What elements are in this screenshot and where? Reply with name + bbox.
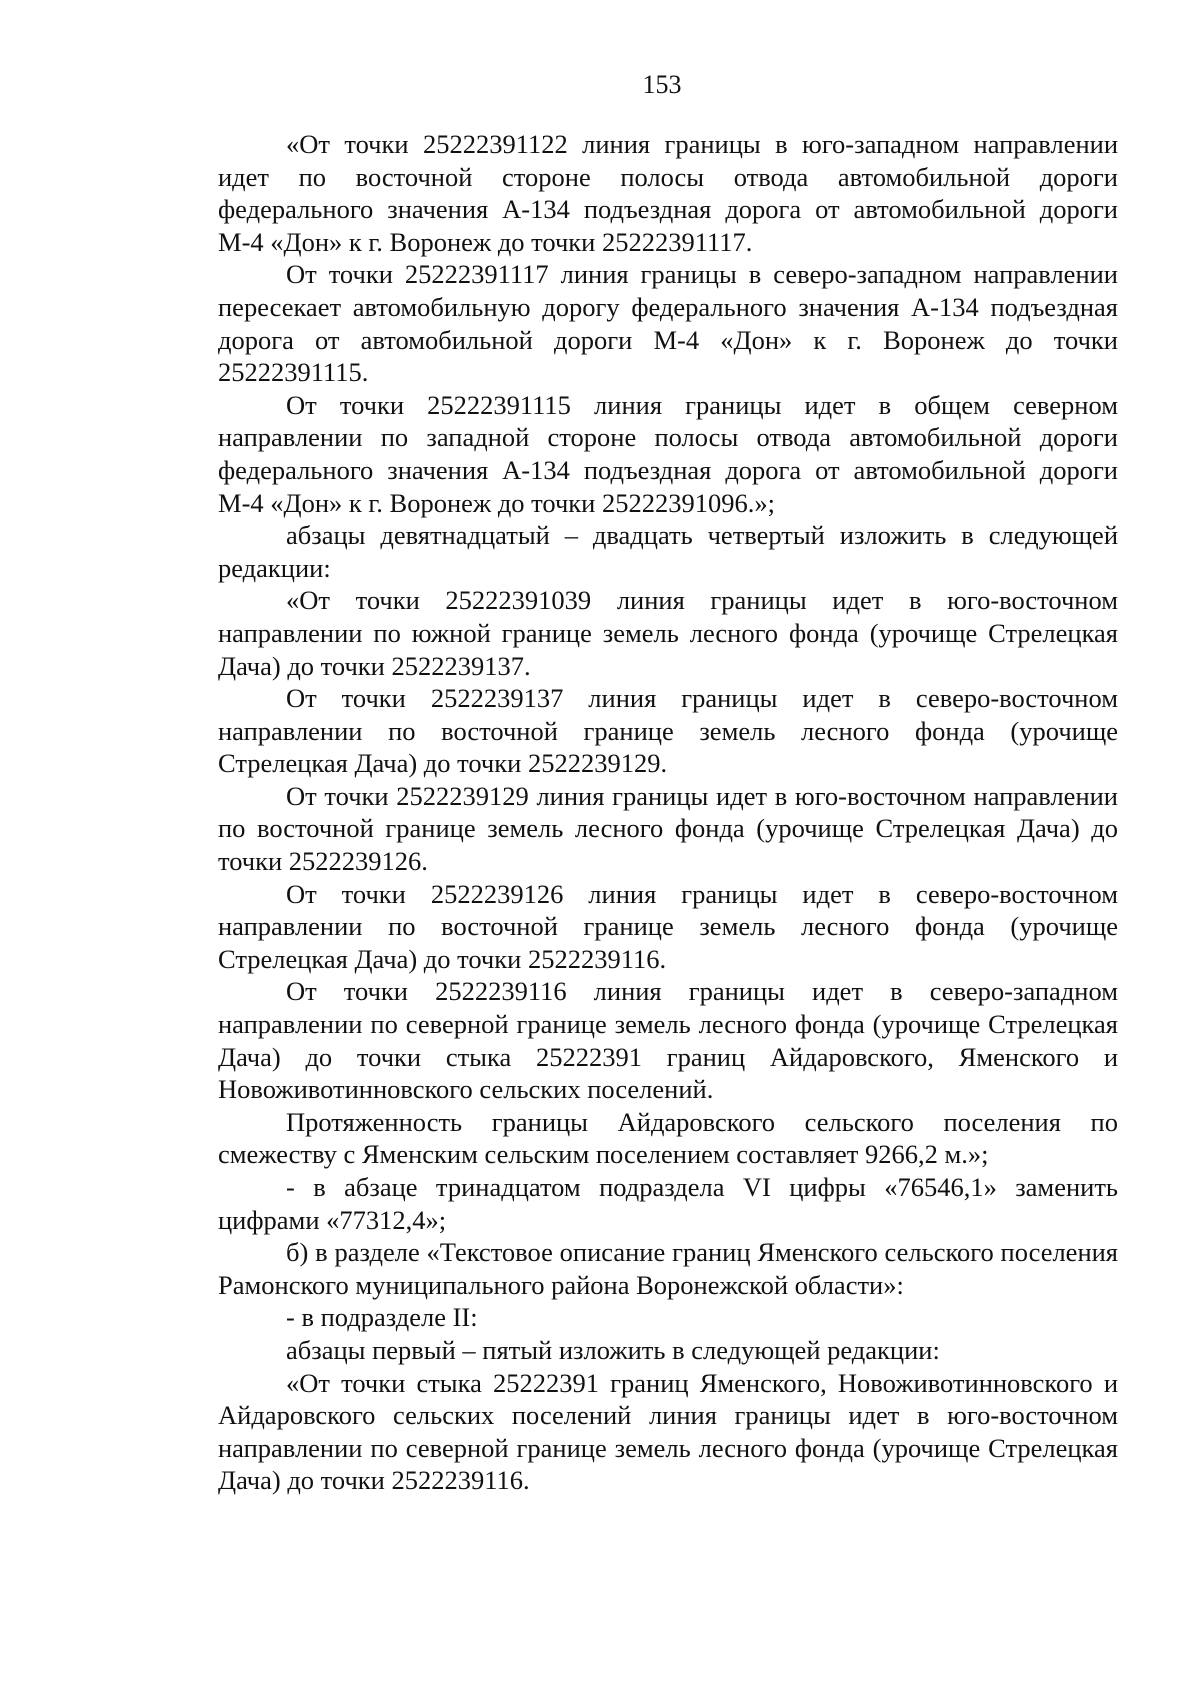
paragraph: - в абзаце тринадцатом подраздела VI цифры «76546,1» заменить цифрами «77312,4»;: [218, 1172, 1118, 1235]
page-number: 153: [642, 70, 682, 99]
paragraph: От точки 2522239137 линия границы идет в северо-восточном направлении по восточной границе земель лесного фонда (урочище Стрелецкая Дача) до точки 2522239129.: [218, 683, 1118, 779]
paragraph: От точки 2522239129 линия границы идет в юго-восточном направлении по восточной границе земель лесного фонда (урочище Стрелецкая Дача) до точки 2522239126.: [218, 780, 1118, 877]
paragraph: «От точки 25222391122 линия границы в юго-западном направлении идет по восточной стороне полосы отвода автомобильной дороги федерального значения А-134 подъездная дорога от автомобильной дороги М-4 «Дон» к г. Воронеж до точки 25222391117.: [218, 129, 1118, 257]
paragraph: абзацы девятнадцатый – двадцать четвертый изложить в следующей редакции:: [218, 520, 1118, 583]
paragraph: - в подразделе II:: [286, 1302, 478, 1333]
paragraph: От точки 25222391117 линия границы в северо-западном направлении пересекает автомобильную дорогу федерального значения А-134 подъездная дорога от автомобильной дороги М-4 «Дон» к г. Воронеж до точки 25222391115.: [218, 259, 1118, 388]
paragraph: От точки 2522239126 линия границы идет в северо-восточном направлении по восточной границе земель лесного фонда (урочище Стрелецкая Дача) до точки 2522239116.: [218, 878, 1118, 974]
paragraph: «От точки 25222391039 линия границы идет в юго-восточном направлении по южной границе земель лесного фонда (урочище Стрелецкая Дача) до точки 2522239137.: [218, 585, 1118, 681]
paragraph: Протяженность границы Айдаровского сельского поселения по смежеству с Яменским сельским поселением составляет 9266,2 м.»;: [218, 1106, 1118, 1170]
paragraph: От точки 2522239116 линия границы идет в северо-западном направлении по северной границе земель лесного фонда (урочище Стрелецкая Дача) до точки стыка 25222391 границ Айдаровского, Яменского и Новоживотинновского сельских поселений.: [218, 976, 1118, 1105]
paragraph: От точки 25222391115 линия границы идет в общем северном направлении по западной стороне полосы отвода автомобильной дороги федерального значения А-134 подъездная дорога от автомобильной дороги М-4 «Дон» к г. Воронеж до точки 25222391096.»;: [218, 389, 1118, 518]
paragraph: абзацы первый – пятый изложить в следующей редакции:: [286, 1334, 940, 1365]
paragraph: «От точки стыка 25222391 границ Яменского, Новоживотинновского и Айдаровского сельских поселений линия границы идет в юго-восточном направлении по северной границе земель лесного фонда (урочище Стрелецкая Дача) до точки 2522239116.: [218, 1367, 1118, 1496]
paragraph: б) в разделе «Текстовое описание границ Яменского сельского поселения Рамонского муниципального района Воронежской области»:: [218, 1237, 1118, 1300]
document-body: [218, 128, 1118, 1497]
